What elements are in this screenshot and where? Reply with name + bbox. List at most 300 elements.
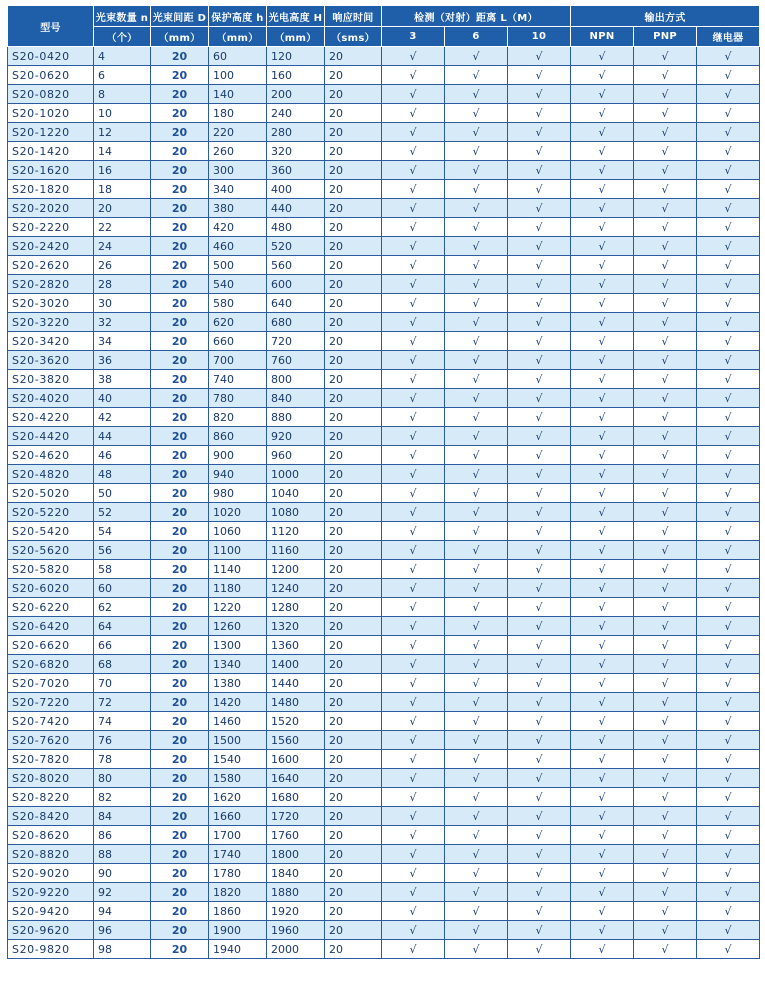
check-pnp: √ — [634, 902, 697, 921]
beam-spacing-cell: 20 — [151, 807, 209, 826]
check-npn: √ — [571, 693, 634, 712]
check-distance-10: √ — [508, 883, 571, 902]
model-cell: S20-6020 — [8, 579, 94, 598]
beam-count-cell: 42 — [94, 408, 151, 427]
check-npn: √ — [571, 47, 634, 66]
check-relay: √ — [697, 313, 760, 332]
check-pnp: √ — [634, 275, 697, 294]
check-distance-6: √ — [445, 883, 508, 902]
table-row — [8, 123, 760, 142]
beam-spacing-cell: 20 — [151, 636, 209, 655]
check-distance-6: √ — [445, 275, 508, 294]
protect-height-cell: 1500 — [209, 731, 267, 750]
check-relay: √ — [697, 655, 760, 674]
response-time-cell: 20 — [325, 655, 382, 674]
protect-height-cell: 1580 — [209, 769, 267, 788]
check-pnp: √ — [634, 370, 697, 389]
check-npn: √ — [571, 389, 634, 408]
check-pnp: √ — [634, 750, 697, 769]
model-cell: S20-4620 — [8, 446, 94, 465]
model-cell: S20-2620 — [8, 256, 94, 275]
sensor-height-cell: 1000 — [267, 465, 325, 484]
check-npn: √ — [571, 788, 634, 807]
beam-count-cell: 60 — [94, 579, 151, 598]
check-distance-6: √ — [445, 769, 508, 788]
check-npn: √ — [571, 560, 634, 579]
response-time-cell: 20 — [325, 598, 382, 617]
beam-count-cell: 90 — [94, 864, 151, 883]
check-relay: √ — [697, 902, 760, 921]
sensor-height-cell: 960 — [267, 446, 325, 465]
check-distance-6: √ — [445, 864, 508, 883]
check-distance-6: √ — [445, 408, 508, 427]
check-distance-6: √ — [445, 47, 508, 66]
check-distance-3: √ — [382, 275, 445, 294]
table-row — [8, 921, 760, 940]
check-distance-6: √ — [445, 446, 508, 465]
response-time-cell: 20 — [325, 807, 382, 826]
check-distance-3: √ — [382, 465, 445, 484]
check-distance-6: √ — [445, 826, 508, 845]
beam-spacing-cell: 20 — [151, 826, 209, 845]
check-npn: √ — [571, 370, 634, 389]
response-time-cell: 20 — [325, 921, 382, 940]
sensor-height-cell: 1080 — [267, 503, 325, 522]
table-row — [8, 750, 760, 769]
check-relay: √ — [697, 180, 760, 199]
response-time-cell: 20 — [325, 940, 382, 959]
table-row — [8, 693, 760, 712]
model-cell: S20-9620 — [8, 921, 94, 940]
check-relay: √ — [697, 788, 760, 807]
protect-height-cell: 860 — [209, 427, 267, 446]
check-npn: √ — [571, 123, 634, 142]
protect-height-cell: 1180 — [209, 579, 267, 598]
check-relay: √ — [697, 351, 760, 370]
check-pnp: √ — [634, 636, 697, 655]
beam-spacing-cell: 20 — [151, 199, 209, 218]
check-distance-3: √ — [382, 902, 445, 921]
check-distance-6: √ — [445, 541, 508, 560]
beam-count-cell: 70 — [94, 674, 151, 693]
model-cell: S20-5420 — [8, 522, 94, 541]
check-pnp: √ — [634, 617, 697, 636]
header-protect-height: 保护高度 h — [209, 6, 267, 27]
check-pnp: √ — [634, 541, 697, 560]
check-distance-6: √ — [445, 161, 508, 180]
table-row — [8, 161, 760, 180]
protect-height-cell: 900 — [209, 446, 267, 465]
response-time-cell: 20 — [325, 161, 382, 180]
response-time-cell: 20 — [325, 218, 382, 237]
header-response-time: 响应时间 — [325, 6, 382, 27]
response-time-cell: 20 — [325, 788, 382, 807]
check-relay: √ — [697, 598, 760, 617]
response-time-cell: 20 — [325, 66, 382, 85]
check-pnp: √ — [634, 579, 697, 598]
model-cell: S20-3420 — [8, 332, 94, 351]
check-relay: √ — [697, 560, 760, 579]
check-distance-10: √ — [508, 313, 571, 332]
check-npn: √ — [571, 902, 634, 921]
check-distance-10: √ — [508, 674, 571, 693]
check-distance-3: √ — [382, 66, 445, 85]
check-npn: √ — [571, 826, 634, 845]
table-row — [8, 275, 760, 294]
beam-count-cell: 12 — [94, 123, 151, 142]
check-distance-3: √ — [382, 85, 445, 104]
response-time-cell: 20 — [325, 180, 382, 199]
beam-count-cell: 58 — [94, 560, 151, 579]
beam-count-cell: 36 — [94, 351, 151, 370]
table-row — [8, 503, 760, 522]
model-cell: S20-4220 — [8, 408, 94, 427]
model-cell: S20-9220 — [8, 883, 94, 902]
response-time-cell: 20 — [325, 674, 382, 693]
sensor-height-cell: 1960 — [267, 921, 325, 940]
check-npn: √ — [571, 883, 634, 902]
sensor-height-cell: 920 — [267, 427, 325, 446]
check-pnp: √ — [634, 522, 697, 541]
check-distance-10: √ — [508, 199, 571, 218]
protect-height-cell: 1820 — [209, 883, 267, 902]
check-relay: √ — [697, 47, 760, 66]
check-relay: √ — [697, 883, 760, 902]
header-beam-spacing: 光束间距 D — [151, 6, 209, 27]
sensor-height-cell: 520 — [267, 237, 325, 256]
check-distance-3: √ — [382, 864, 445, 883]
protect-height-cell: 1660 — [209, 807, 267, 826]
beam-count-cell: 22 — [94, 218, 151, 237]
check-distance-3: √ — [382, 712, 445, 731]
sensor-height-cell: 1840 — [267, 864, 325, 883]
check-distance-10: √ — [508, 731, 571, 750]
table-row — [8, 199, 760, 218]
check-distance-6: √ — [445, 123, 508, 142]
check-distance-10: √ — [508, 940, 571, 959]
table-row — [8, 902, 760, 921]
check-distance-10: √ — [508, 275, 571, 294]
protect-height-cell: 740 — [209, 370, 267, 389]
model-cell: S20-1820 — [8, 180, 94, 199]
sensor-height-cell: 1880 — [267, 883, 325, 902]
protect-height-cell: 1220 — [209, 598, 267, 617]
check-relay: √ — [697, 731, 760, 750]
response-time-cell: 20 — [325, 750, 382, 769]
table-row — [8, 655, 760, 674]
check-pnp: √ — [634, 826, 697, 845]
check-pnp: √ — [634, 351, 697, 370]
check-npn: √ — [571, 275, 634, 294]
protect-height-cell: 1300 — [209, 636, 267, 655]
check-distance-10: √ — [508, 332, 571, 351]
protect-height-cell: 1060 — [209, 522, 267, 541]
table-row — [8, 579, 760, 598]
beam-count-cell: 8 — [94, 85, 151, 104]
check-npn: √ — [571, 66, 634, 85]
protect-height-cell: 220 — [209, 123, 267, 142]
protect-height-cell: 1140 — [209, 560, 267, 579]
check-distance-6: √ — [445, 218, 508, 237]
sensor-height-cell: 200 — [267, 85, 325, 104]
beam-spacing-cell: 20 — [151, 104, 209, 123]
check-distance-3: √ — [382, 332, 445, 351]
protect-height-cell: 60 — [209, 47, 267, 66]
response-time-cell: 20 — [325, 617, 382, 636]
check-distance-6: √ — [445, 370, 508, 389]
beam-count-cell: 98 — [94, 940, 151, 959]
check-distance-10: √ — [508, 218, 571, 237]
check-distance-3: √ — [382, 541, 445, 560]
protect-height-cell: 300 — [209, 161, 267, 180]
header-output-npn: NPN — [571, 27, 634, 47]
table-row — [8, 465, 760, 484]
response-time-cell: 20 — [325, 427, 382, 446]
check-relay: √ — [697, 940, 760, 959]
sensor-height-cell: 800 — [267, 370, 325, 389]
table-row — [8, 370, 760, 389]
beam-count-cell: 30 — [94, 294, 151, 313]
check-npn: √ — [571, 351, 634, 370]
check-relay: √ — [697, 294, 760, 313]
response-time-cell: 20 — [325, 332, 382, 351]
check-pnp: √ — [634, 883, 697, 902]
table-row — [8, 446, 760, 465]
check-relay: √ — [697, 503, 760, 522]
protect-height-cell: 1260 — [209, 617, 267, 636]
check-relay: √ — [697, 541, 760, 560]
check-relay: √ — [697, 237, 760, 256]
check-distance-3: √ — [382, 579, 445, 598]
response-time-cell: 20 — [325, 579, 382, 598]
sensor-height-cell: 1400 — [267, 655, 325, 674]
check-npn: √ — [571, 921, 634, 940]
sensor-height-cell: 1280 — [267, 598, 325, 617]
beam-count-cell: 66 — [94, 636, 151, 655]
beam-count-cell: 88 — [94, 845, 151, 864]
check-distance-3: √ — [382, 522, 445, 541]
protect-height-cell: 1620 — [209, 788, 267, 807]
check-distance-10: √ — [508, 541, 571, 560]
protect-height-cell: 980 — [209, 484, 267, 503]
check-npn: √ — [571, 674, 634, 693]
beam-count-cell: 26 — [94, 256, 151, 275]
check-distance-3: √ — [382, 674, 445, 693]
protect-height-cell: 700 — [209, 351, 267, 370]
beam-count-cell: 28 — [94, 275, 151, 294]
model-cell: S20-2020 — [8, 199, 94, 218]
check-pnp: √ — [634, 807, 697, 826]
response-time-cell: 20 — [325, 560, 382, 579]
response-time-cell: 20 — [325, 275, 382, 294]
check-pnp: √ — [634, 655, 697, 674]
sensor-height-cell: 1120 — [267, 522, 325, 541]
model-cell: S20-7420 — [8, 712, 94, 731]
beam-count-cell: 50 — [94, 484, 151, 503]
response-time-cell: 20 — [325, 484, 382, 503]
check-distance-10: √ — [508, 769, 571, 788]
table-row — [8, 522, 760, 541]
model-cell: S20-4420 — [8, 427, 94, 446]
check-npn: √ — [571, 294, 634, 313]
check-distance-6: √ — [445, 142, 508, 161]
check-npn: √ — [571, 636, 634, 655]
model-cell: S20-3620 — [8, 351, 94, 370]
check-distance-3: √ — [382, 750, 445, 769]
beam-count-cell: 48 — [94, 465, 151, 484]
beam-count-cell: 38 — [94, 370, 151, 389]
beam-spacing-cell: 20 — [151, 256, 209, 275]
check-relay: √ — [697, 142, 760, 161]
check-distance-10: √ — [508, 66, 571, 85]
sensor-height-cell: 880 — [267, 408, 325, 427]
check-distance-3: √ — [382, 104, 445, 123]
beam-spacing-cell: 20 — [151, 864, 209, 883]
check-distance-6: √ — [445, 750, 508, 769]
check-pnp: √ — [634, 674, 697, 693]
model-cell: S20-1420 — [8, 142, 94, 161]
beam-spacing-cell: 20 — [151, 332, 209, 351]
beam-spacing-cell: 20 — [151, 522, 209, 541]
check-npn: √ — [571, 465, 634, 484]
model-cell: S20-7020 — [8, 674, 94, 693]
beam-count-cell: 86 — [94, 826, 151, 845]
check-distance-10: √ — [508, 237, 571, 256]
check-npn: √ — [571, 617, 634, 636]
check-npn: √ — [571, 104, 634, 123]
protect-height-cell: 1740 — [209, 845, 267, 864]
check-distance-10: √ — [508, 142, 571, 161]
check-distance-10: √ — [508, 351, 571, 370]
beam-count-cell: 10 — [94, 104, 151, 123]
check-distance-3: √ — [382, 636, 445, 655]
check-distance-10: √ — [508, 104, 571, 123]
sensor-height-cell: 1440 — [267, 674, 325, 693]
response-time-cell: 20 — [325, 845, 382, 864]
table-row — [8, 313, 760, 332]
response-time-cell: 20 — [325, 123, 382, 142]
response-time-cell: 20 — [325, 731, 382, 750]
protect-height-cell: 1020 — [209, 503, 267, 522]
response-time-cell: 20 — [325, 769, 382, 788]
model-cell: S20-7620 — [8, 731, 94, 750]
table-row — [8, 541, 760, 560]
table-row — [8, 636, 760, 655]
beam-spacing-cell: 20 — [151, 731, 209, 750]
check-distance-3: √ — [382, 883, 445, 902]
beam-spacing-cell: 20 — [151, 123, 209, 142]
model-cell: S20-8620 — [8, 826, 94, 845]
response-time-cell: 20 — [325, 294, 382, 313]
check-pnp: √ — [634, 446, 697, 465]
check-distance-10: √ — [508, 598, 571, 617]
response-time-cell: 20 — [325, 351, 382, 370]
beam-spacing-cell: 20 — [151, 845, 209, 864]
check-distance-3: √ — [382, 446, 445, 465]
response-time-cell: 20 — [325, 712, 382, 731]
check-pnp: √ — [634, 294, 697, 313]
check-relay: √ — [697, 826, 760, 845]
check-distance-10: √ — [508, 85, 571, 104]
beam-count-cell: 44 — [94, 427, 151, 446]
check-pnp: √ — [634, 85, 697, 104]
check-distance-6: √ — [445, 332, 508, 351]
check-distance-6: √ — [445, 845, 508, 864]
header-sensor-height: 光电高度 H — [267, 6, 325, 27]
check-distance-3: √ — [382, 560, 445, 579]
beam-count-cell: 78 — [94, 750, 151, 769]
check-npn: √ — [571, 655, 634, 674]
beam-spacing-cell: 20 — [151, 693, 209, 712]
check-distance-6: √ — [445, 199, 508, 218]
beam-spacing-cell: 20 — [151, 370, 209, 389]
check-distance-10: √ — [508, 636, 571, 655]
check-relay: √ — [697, 807, 760, 826]
response-time-cell: 20 — [325, 389, 382, 408]
check-distance-6: √ — [445, 921, 508, 940]
check-relay: √ — [697, 864, 760, 883]
check-npn: √ — [571, 503, 634, 522]
sensor-height-cell: 1800 — [267, 845, 325, 864]
sensor-height-cell: 1720 — [267, 807, 325, 826]
check-distance-6: √ — [445, 731, 508, 750]
check-relay: √ — [697, 389, 760, 408]
beam-spacing-cell: 20 — [151, 313, 209, 332]
beam-count-cell: 4 — [94, 47, 151, 66]
sensor-height-cell: 2000 — [267, 940, 325, 959]
protect-height-cell: 820 — [209, 408, 267, 427]
table-row — [8, 142, 760, 161]
model-cell: S20-8820 — [8, 845, 94, 864]
check-pnp: √ — [634, 427, 697, 446]
protect-height-cell: 140 — [209, 85, 267, 104]
check-npn: √ — [571, 408, 634, 427]
beam-count-cell: 20 — [94, 199, 151, 218]
beam-spacing-cell: 20 — [151, 389, 209, 408]
beam-spacing-cell: 20 — [151, 465, 209, 484]
protect-height-cell: 500 — [209, 256, 267, 275]
response-time-cell: 20 — [325, 256, 382, 275]
check-distance-6: √ — [445, 655, 508, 674]
check-relay: √ — [697, 123, 760, 142]
beam-count-cell: 14 — [94, 142, 151, 161]
check-distance-10: √ — [508, 294, 571, 313]
beam-count-cell: 72 — [94, 693, 151, 712]
check-npn: √ — [571, 864, 634, 883]
beam-spacing-cell: 20 — [151, 655, 209, 674]
header-output-relay: 继电器 — [697, 27, 760, 47]
check-pnp: √ — [634, 161, 697, 180]
check-pnp: √ — [634, 332, 697, 351]
check-relay: √ — [697, 104, 760, 123]
sensor-height-cell: 1200 — [267, 560, 325, 579]
check-distance-10: √ — [508, 503, 571, 522]
header-model: 型号 — [8, 6, 94, 47]
check-distance-10: √ — [508, 408, 571, 427]
beam-spacing-cell: 20 — [151, 218, 209, 237]
sensor-height-cell: 1920 — [267, 902, 325, 921]
model-cell: S20-8020 — [8, 769, 94, 788]
table-row — [8, 427, 760, 446]
beam-count-cell: 54 — [94, 522, 151, 541]
response-time-cell: 20 — [325, 864, 382, 883]
check-pnp: √ — [634, 845, 697, 864]
protect-height-cell: 420 — [209, 218, 267, 237]
sensor-height-cell: 600 — [267, 275, 325, 294]
check-distance-6: √ — [445, 598, 508, 617]
beam-count-cell: 34 — [94, 332, 151, 351]
check-distance-10: √ — [508, 864, 571, 883]
